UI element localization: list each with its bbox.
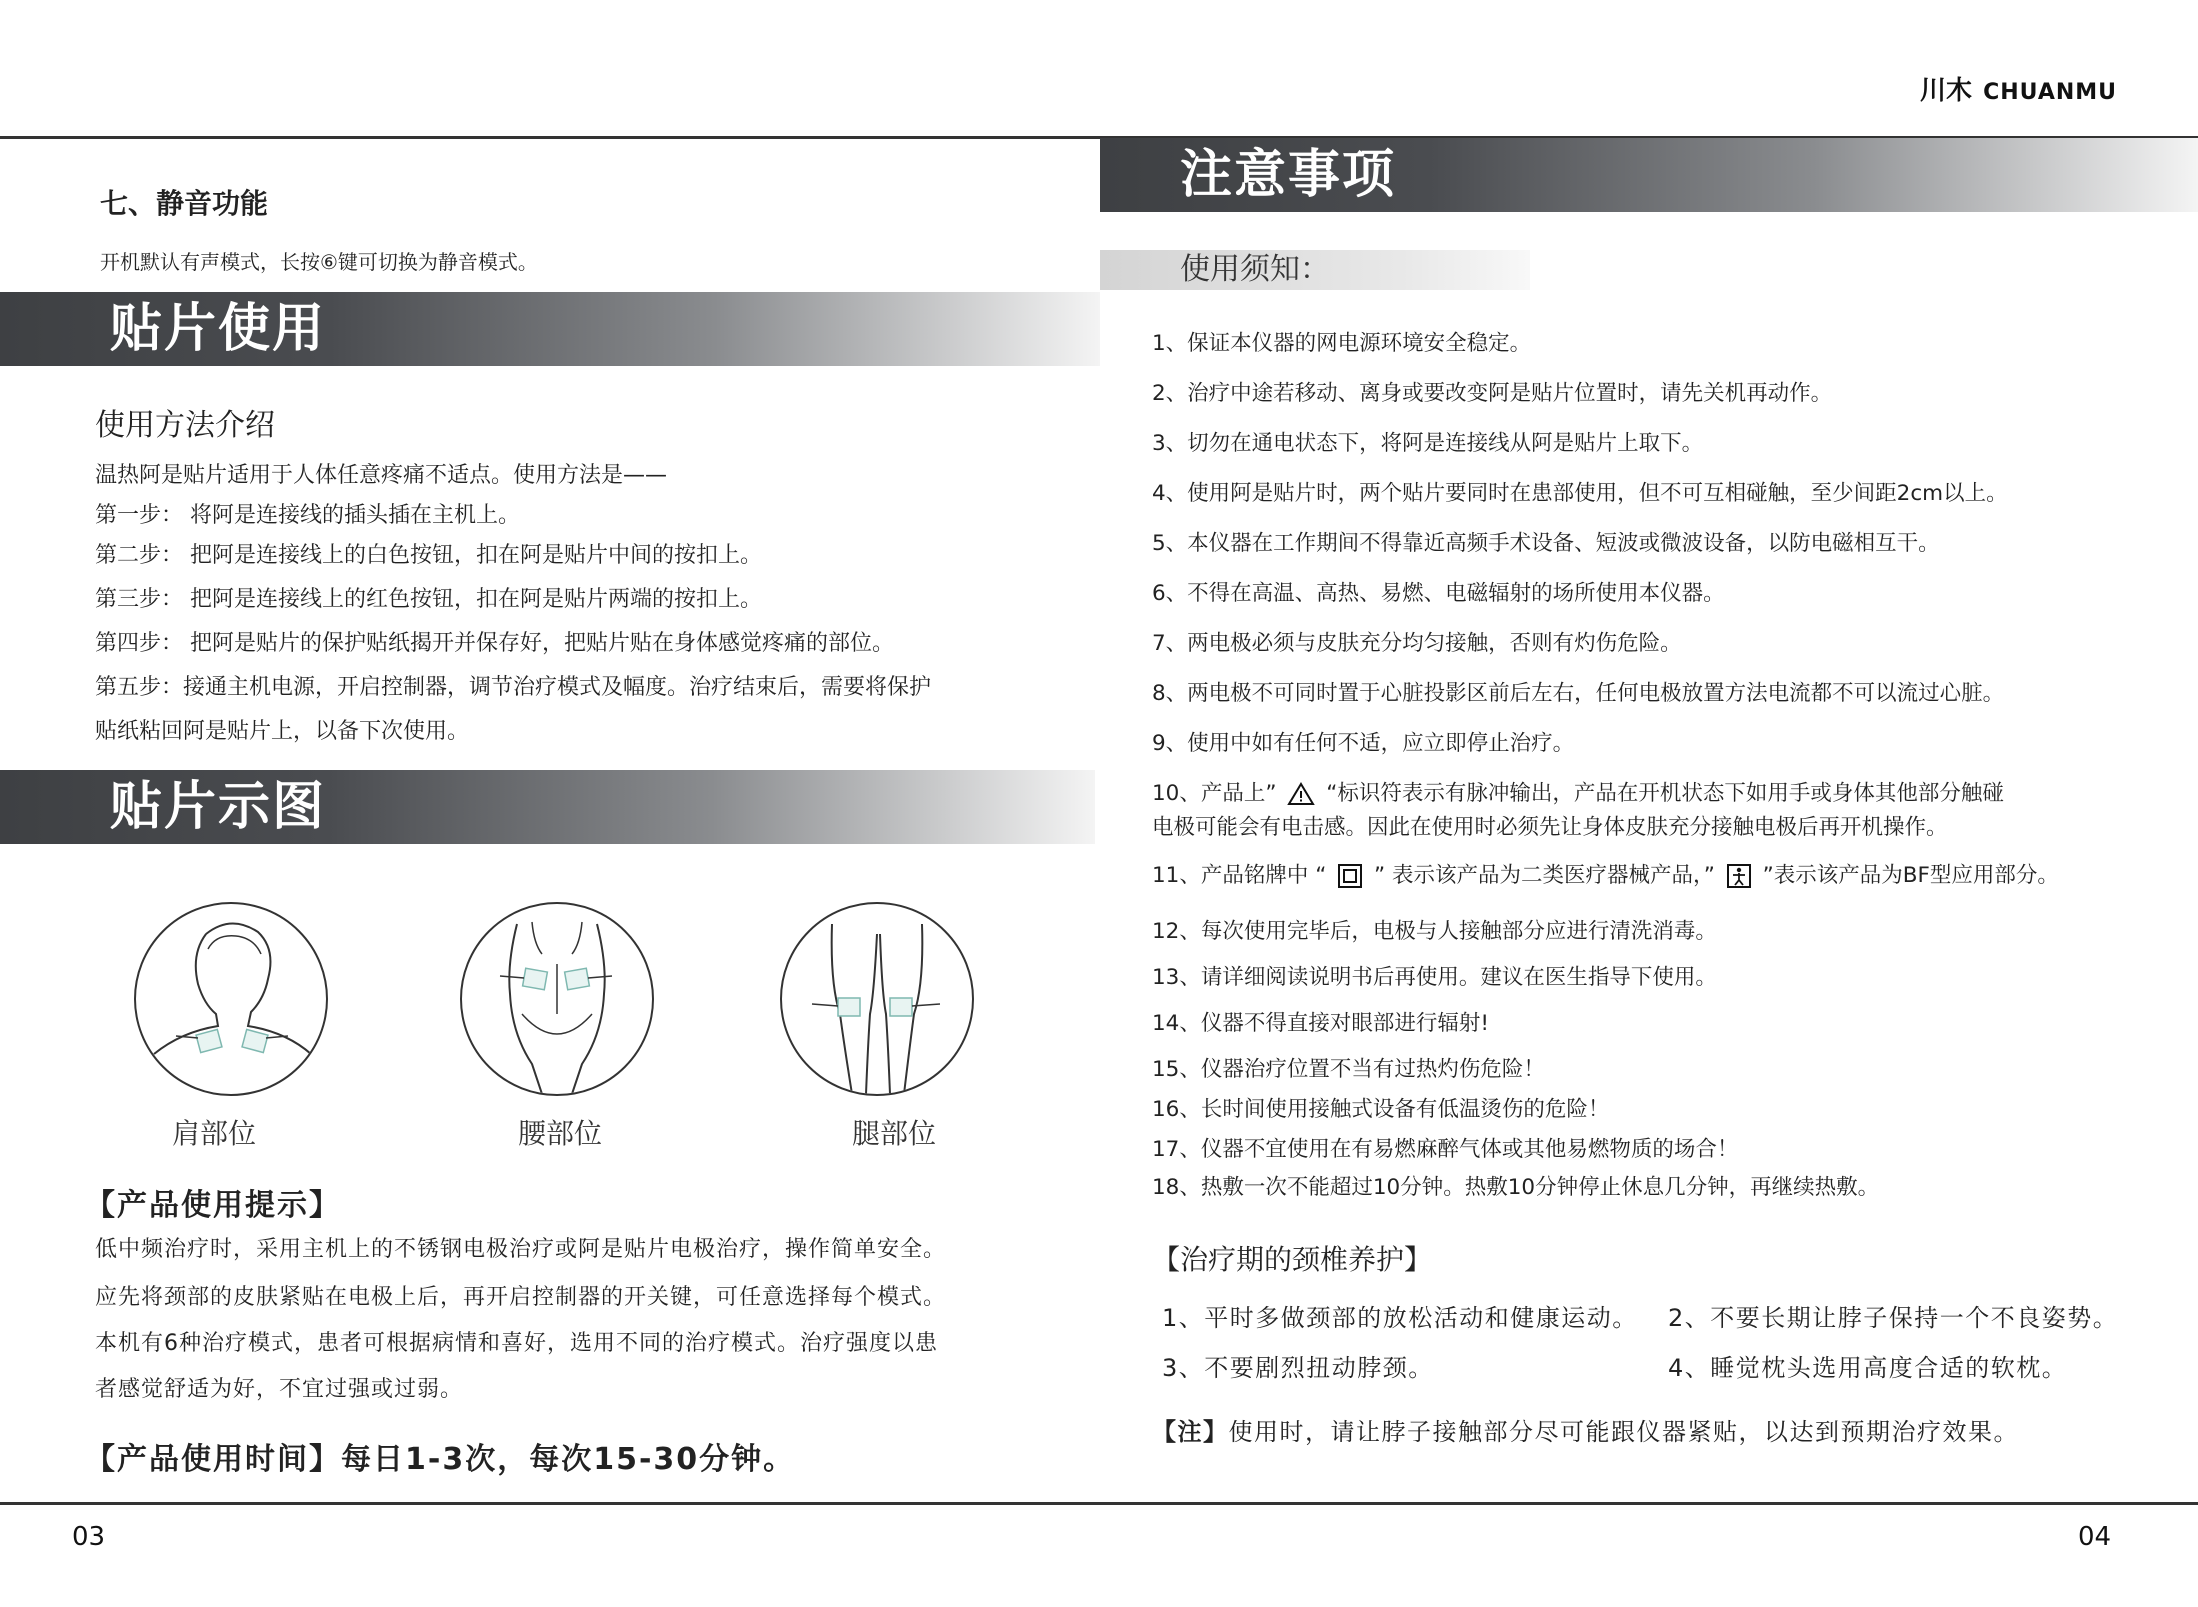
notice-item-12: 12、每次使用完毕后，电极与人接触部分应进行清洗消毒。 xyxy=(1152,919,1717,944)
brand-name: CHUANMU xyxy=(1983,80,2118,105)
waist-diagram xyxy=(460,902,654,1096)
notice-item-10-a: 10、产品上” xyxy=(1152,781,1277,806)
shoulder-diagram xyxy=(134,902,328,1096)
notice-subtitle-bar xyxy=(1100,250,1530,290)
notice-item-11-c: ”表示该产品为BF型应用部分。 xyxy=(1762,863,2059,888)
method-line-7: 贴纸粘回阿是贴片上，以备下次使用。 xyxy=(95,719,470,744)
tips-line-3: 本机有6种治疗模式，患者可根据病情和喜好，选用不同的治疗模式。治疗强度以患 xyxy=(95,1331,938,1356)
method-line-2: 第一步： 将阿是连接线的插头插在主机上。 xyxy=(95,503,520,528)
notice-item-18: 18、热敷一次不能超过10分钟。热敷10分钟停止休息几分钟，再继续热敷。 xyxy=(1152,1175,1880,1200)
note-label: 【注】 xyxy=(1152,1418,1229,1446)
neck-care-item-3: 3、不要剧烈扭动脖颈。 xyxy=(1162,1354,1434,1382)
method-line-1: 温热阿是贴片适用于人体任意疼痛不适点。使用方法是—— xyxy=(95,463,668,488)
notice-item-3: 3、切勿在通电状态下，将阿是连接线从阿是贴片上取下。 xyxy=(1152,431,1704,456)
notice-item-9: 9、使用中如有任何不适，应立即停止治疗。 xyxy=(1152,731,1575,756)
caption-shoulder: 肩部位 xyxy=(172,1117,257,1150)
leg-diagram xyxy=(780,902,974,1096)
patch-diagram-title: 贴片示图 xyxy=(110,777,327,837)
class-ii-device-icon xyxy=(1337,863,1363,889)
page-number-right: 04 xyxy=(2078,1522,2112,1552)
notice-item-16: 16、长时间使用接触式设备有低温烫伤的危险！ xyxy=(1152,1097,1610,1122)
notice-item-7: 7、两电极必须与皮肤充分均匀接触，否则有灼伤危险。 xyxy=(1152,631,1682,656)
notice-item-2: 2、治疗中途若移动、离身或要改变阿是贴片位置时，请先关机再动作。 xyxy=(1152,381,1833,406)
notice-item-8: 8、两电极不可同时置于心脏投影区前后左右，任何电极放置方法电流都不可以流过心脏。 xyxy=(1152,681,2005,706)
bottom-rule xyxy=(0,1502,2198,1505)
notice-item-15: 15、仪器治疗位置不当有过热灼伤危险！ xyxy=(1152,1057,1545,1082)
usage-time: 【产品使用时间】每日1-3次，每次15-30分钟。 xyxy=(85,1442,796,1477)
mute-title: 七、静音功能 xyxy=(100,187,269,220)
bf-applied-part-icon xyxy=(1726,863,1752,889)
notice-item-11-b: ” 表示该产品为二类医疗器械产品，” xyxy=(1374,863,1715,888)
patch-use-title: 贴片使用 xyxy=(110,299,327,359)
notice-title: 注意事项 xyxy=(1180,145,1397,205)
neck-care-item-1: 1、平时多做颈部的放松活动和健康运动。 xyxy=(1162,1304,1638,1332)
notice-item-6: 6、不得在高温、高热、易燃、电磁辐射的场所使用本仪器。 xyxy=(1152,581,1725,606)
notice-subtitle: 使用须知： xyxy=(1180,252,1330,287)
neck-care-item-2: 2、不要长期让脖子保持一个不良姿势。 xyxy=(1668,1304,2119,1332)
logo-mark: 川木 xyxy=(1920,76,1973,106)
method-line-5: 第四步： 把阿是贴片的保护贴纸揭开并保存好，把贴片贴在身体感觉疼痛的部位。 xyxy=(95,631,894,656)
notice-item-1: 1、保证本仪器的网电源环境安全稳定。 xyxy=(1152,331,1532,356)
method-title: 使用方法介绍 xyxy=(95,408,275,443)
notice-item-4: 4、使用阿是贴片时，两个贴片要同时在患部使用，但不可互相碰触，至少间距2cm以上。 xyxy=(1152,481,2008,506)
neck-care-title: 【治疗期的颈椎养护】 xyxy=(1152,1243,1433,1276)
tips-line-1: 低中频治疗时，采用主机上的不锈钢电极治疗或阿是贴片电极治疗，操作简单安全。 xyxy=(95,1237,947,1262)
notice-item-11-a: 11、产品铭牌中 “ xyxy=(1152,863,1327,888)
notice-item-5: 5、本仪器在工作期间不得靠近高频手术设备、短波或微波设备，以防电磁相互干。 xyxy=(1152,531,1940,556)
note-text: 使用时，请让脖子接触部分尽可能跟仪器紧贴，以达到预期治疗效果。 xyxy=(1228,1418,2019,1446)
caption-waist: 腰部位 xyxy=(518,1117,603,1150)
tips-title: 【产品使用提示】 xyxy=(85,1188,341,1223)
tips-line-4: 者感觉舒适为好，不宜过强或过弱。 xyxy=(95,1377,464,1402)
mute-text: 开机默认有声模式，长按⑥键可切换为静音模式。 xyxy=(100,250,538,274)
notice-item-17: 17、仪器不宜使用在有易燃麻醉气体或其他易燃物质的场合！ xyxy=(1152,1137,1739,1162)
method-line-3: 第二步： 把阿是连接线上的白色按钮，扣在阿是贴片中间的按扣上。 xyxy=(95,543,762,568)
brand-logo xyxy=(1920,70,2117,107)
method-line-4: 第三步： 把阿是连接线上的红色按钮，扣在阿是贴片两端的按扣上。 xyxy=(95,587,762,612)
notice-item-10-cont: 电极可能会有电击感。因此在使用时必须先让身体皮肤充分接触电极后再开机操作。 xyxy=(1152,815,1948,840)
notice-item-10-b: “标识符表示有脉冲输出，产品在开机状态下如用手或身体其他部分触碰 xyxy=(1326,781,2004,806)
patch-diagram-banner xyxy=(0,770,1095,844)
caption-leg: 腿部位 xyxy=(852,1117,937,1150)
notice-item-14: 14、仪器不得直接对眼部进行辐射! xyxy=(1152,1011,1489,1036)
patch-use-banner xyxy=(0,292,1100,366)
method-line-6: 第五步：接通主机电源，开启控制器，调节治疗模式及幅度。治疗结束后，需要将保护 xyxy=(95,675,932,700)
warning-icon xyxy=(1287,782,1315,806)
neck-care-item-4: 4、睡觉枕头选用高度合适的软枕。 xyxy=(1668,1354,2068,1382)
tips-line-2: 应先将颈部的皮肤紧贴在电极上后，再开启控制器的开关键，可任意选择每个模式。 xyxy=(95,1285,947,1310)
notice-item-10 xyxy=(1152,776,2004,807)
notice-banner xyxy=(1100,138,2198,212)
notice-item-11 xyxy=(1152,858,2059,889)
note xyxy=(1152,1412,2019,1447)
page-number-left: 03 xyxy=(72,1522,106,1552)
notice-item-13: 13、请详细阅读说明书后再使用。建议在医生指导下使用。 xyxy=(1152,965,1717,990)
